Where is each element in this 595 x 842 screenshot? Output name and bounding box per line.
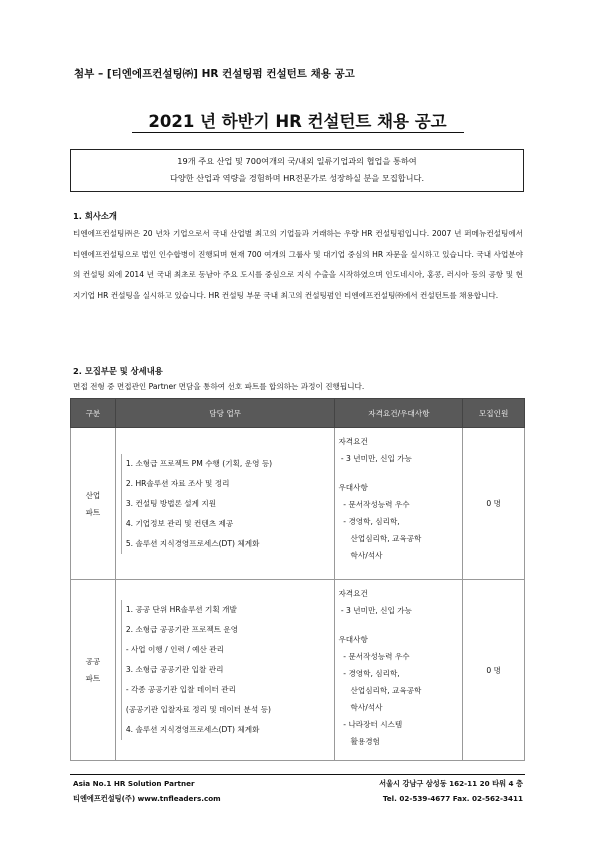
duties-cell	[115, 580, 335, 761]
qualification-line: 활용경험	[338, 737, 380, 746]
qualification-line: 산업심리학, 교육공학	[338, 534, 422, 543]
duty-item: 4. 기업정보 관리 및 컨텐츠 제공	[125, 518, 234, 528]
qualification-line: - 문서작성능력 우수	[338, 652, 410, 661]
intro-line-2: 다양한 산업과 역량을 경험하며 HR전문가로 성장하실 분을 모집합니다.	[169, 173, 425, 183]
qualification-line: - 경영학, 심리학,	[338, 517, 400, 526]
duty-item: 1. 소형급 프로젝트 PM 수행 (기획, 운영 등)	[125, 458, 273, 468]
footer-address: 서울시 강남구 삼성동 162-11 20 타워 4 층	[379, 779, 523, 788]
duty-item: 1. 공공 단위 HR솔루션 기획 개발	[125, 605, 237, 614]
duty-item: 3. 컨설팅 방법론 설계 지원	[125, 498, 217, 508]
recruitment-description: 면접 전형 중 면접관인 Partner 면담을 통하여 선호 파트를 합의하는 과정이 진행됩니다.	[73, 382, 365, 391]
duty-item: 4. 솔루션 지식경영프로세스(DT) 체계화	[125, 725, 260, 734]
qualification-line: - 문서작성능력 우수	[338, 500, 410, 509]
title-underline	[132, 132, 464, 133]
qualification-line: 자격요건	[338, 589, 368, 598]
table-header-row	[71, 399, 525, 428]
footer-tagline: Asia No.1 HR Solution Partner	[73, 779, 195, 788]
division-cell: 공공 파트	[71, 580, 116, 761]
qualification-line: 학사/석사	[338, 551, 383, 560]
qualification-line: 우대사항	[338, 483, 368, 492]
headcount-cell: 0 명	[463, 428, 525, 580]
footer-contact: Tel. 02-539-4677 Fax. 02-562-3411	[382, 794, 523, 803]
qualification-line: - 나라장터 시스템	[338, 720, 403, 729]
qualification-line: - 3 년미만, 신입 가능	[338, 606, 412, 615]
header-qualifications: 자격요건/우대사항	[335, 399, 463, 428]
footer-company: 티엔에프컨설팅(주) www.tnfleaders.com	[73, 794, 221, 803]
attachment-line: 첨부 – [티엔에프컨설팅㈜] HR 컨설팅펌 컨설턴트 채용 공고	[74, 68, 355, 80]
duty-item: (공공기관 입찰자료 정리 및 데이터 분석 등)	[125, 705, 271, 714]
qualifications-cell	[335, 580, 463, 761]
table-row	[71, 580, 525, 761]
qualification-line: - 3 년미만, 신입 가능	[338, 454, 412, 463]
duty-item: 3. 소형급 공공기관 입찰 관리	[125, 665, 224, 674]
duty-item: 2. HR솔루션 자료 조사 및 정리	[125, 478, 230, 488]
header-headcount: 모집인원	[463, 399, 525, 428]
duty-item: 5. 솔루션 지식경영프로세스(DT) 체계화	[125, 538, 260, 548]
qualification-line: - 경영학, 심리학,	[338, 669, 400, 678]
duty-item: - 사업 이행 / 인력 / 예산 관리	[125, 645, 224, 654]
section-heading-company: 1. 회사소개	[73, 211, 117, 221]
section-heading-recruitment: 2. 모집부문 및 상세내용	[73, 366, 163, 376]
header-duties: 담당 업무	[115, 399, 335, 428]
qualifications-cell	[335, 428, 463, 580]
division-cell: 산업 파트	[71, 428, 116, 580]
qualification-line: 산업심리학, 교육공학	[338, 686, 422, 695]
page-title: 2021 년 하반기 HR 컨설턴트 채용 공고	[148, 112, 447, 131]
duty-item: - 각종 공공기관 입찰 데이터 관리	[125, 685, 236, 694]
intro-box	[70, 149, 524, 192]
qualification-line: 우대사항	[338, 635, 368, 644]
headcount-cell: 0 명	[463, 580, 525, 761]
intro-line-1: 19개 주요 산업 및 700여개의 국/내외 일류기업과의 협업을 통하여	[177, 156, 417, 166]
header-division: 구분	[71, 399, 116, 428]
qualification-line: 학사/석사	[338, 703, 383, 712]
table-row	[71, 428, 525, 580]
qualification-line: 자격요건	[338, 437, 368, 446]
duty-item: 2. 소형급 공공기관 프로젝트 운영	[125, 625, 239, 634]
company-intro-paragraph: 티엔에프컨설팅㈜은 20 년차 기업으로서 국내 산업별 최고의 기업들과 거래하는 우량 HR 컨설팅펌입니다. 2007 년 퍼메뉴컨설팅에서 티엔에프컨설팅으로 법인 인수합병이 진행되며 현재 700 여개의 그룹사 및 대기업 중심의 HR 자문을 실시하고 있습니다. 국내 사업분야의 컨설팅 외에 2014 년 국내 최초로 동남아 주요 도시를 중심으로 지식 수출을 시작하였으며 인도네시아, 홍콩, 러시아 등의 공항 및 현지기업 HR 컨설팅을 실시하고 있습니다. HR 컨설팅 부문 국내 최고의 컨설팅펌인 티엔에프컨설팅㈜에서 컨설턴트를 채용합니다.	[73, 229, 523, 300]
recruitment-table	[70, 398, 525, 761]
duties-cell	[115, 428, 335, 580]
footer-divider	[70, 774, 525, 775]
